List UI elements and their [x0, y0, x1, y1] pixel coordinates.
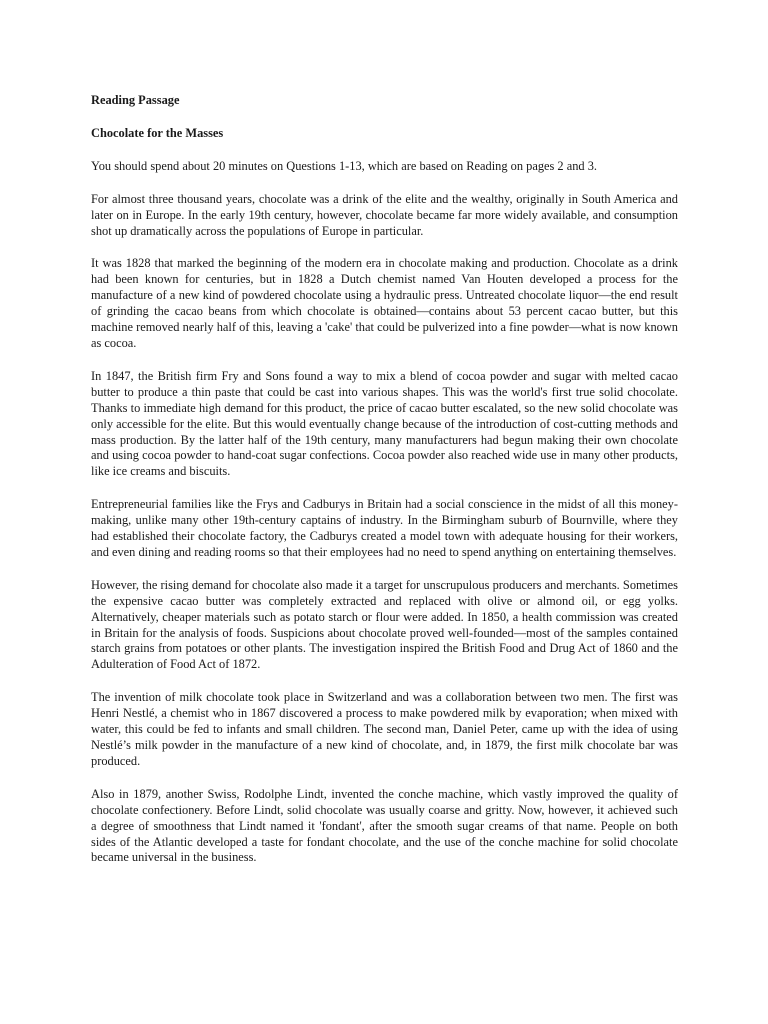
passage-title: Chocolate for the Masses: [91, 125, 224, 140]
document-page: [91, 93, 678, 883]
section-label: Reading Passage: [91, 93, 180, 107]
paragraph-1: For almost three thousand years, chocolate was a drink of the elite and the wealthy, originally in South America and later on in Europe. In the early 19th century, however, chocolate became far more widely available, and consumption shot up dramatically across the populations of Europe in particular.: [91, 191, 678, 238]
paragraph-4: Entrepreneurial families like the Frys and Cadburys in Britain had a social conscience in the midst of all this money-making, unlike many other 19th-century captains of industry. In the Birmingham suburb of Bournville, where they had established their chocolate factory, the Cadburys created a model town with adequate housing for their workers, and even dining and reading rooms so that their employees had no need to spend anything on entertaining themselves.: [91, 497, 678, 559]
paragraph-5: However, the rising demand for chocolate also made it a target for unscrupulous producers and merchants. Sometimes the expensive cacao butter was completely extracted and replaced with olive or almond oil, or egg yolks. Alternatively, cheaper materials such as potato starch or flour were added. In 1850, a health commission was created in Britain for the analysis of foods. Suspicions about chocolate proved well-founded—most of the samples contained starch grains from potatoes or other plants. The investigation inspired the British Food and Drug Act of 1860 and the Adulteration of Food Act of 1872.: [91, 577, 678, 672]
paragraph-3: In 1847, the British firm Fry and Sons found a way to mix a blend of cocoa powder and sugar with melted cacao butter to produce a thin paste that could be cast into various shapes. This was the world's first true solid chocolate. Thanks to immediate high demand for this product, the price of cacao butter escalated, so the new solid chocolate was only accessible for the elite. But this would eventually change because of the introduction of cost-cutting methods and mass production. By the latter half of the 19th century, many manufacturers had begun making their own chocolate and using cocoa powder to hand-coat sugar confections. Cocoa powder also reached wide use in many other products, like ice creams and biscuits.: [91, 368, 678, 479]
paragraph-7: Also in 1879, another Swiss, Rodolphe Lindt, invented the conche machine, which vastly improved the quality of chocolate confectionery. Before Lindt, solid chocolate was usually coarse and gritty. Now, however, it achieved such a degree of smoothness that Lindt named it 'fondant', after the smooth sugar creams of that name. People on both sides of the Atlantic developed a taste for fondant chocolate, and the use of the conche machine for solid chocolate became universal in the business.: [91, 786, 678, 865]
paragraph-2: It was 1828 that marked the beginning of the modern era in chocolate making and production. Chocolate as a drink had been known for centuries, but in 1828 a Dutch chemist named Van Houten developed a process for the manufacture of a new kind of powdered chocolate using a hydraulic press. Untreated chocolate liquor—the end result of grinding the cacao beans from which chocolate is obtained—contains about 53 percent cacao butter, but this machine removed nearly half of this, leaving a 'cake' that could be pulverized into a fine powder—what is now known as cocoa.: [91, 256, 678, 350]
instructions-text: You should spend about 20 minutes on Questions 1-13, which are based on Reading on pages 2 and 3.: [91, 158, 598, 173]
paragraph-6: The invention of milk chocolate took place in Switzerland and was a collaboration between two men. The first was Henri Nestlé, a chemist who in 1867 discovered a process to make powdered milk by evaporation; when mixed with water, this could be fed to infants and small children. The second man, Daniel Peter, came up with the idea of using Nestlé’s milk powder in the manufacture of a new kind of chocolate, and, in 1879, the first milk chocolate bar was produced.: [91, 690, 678, 768]
